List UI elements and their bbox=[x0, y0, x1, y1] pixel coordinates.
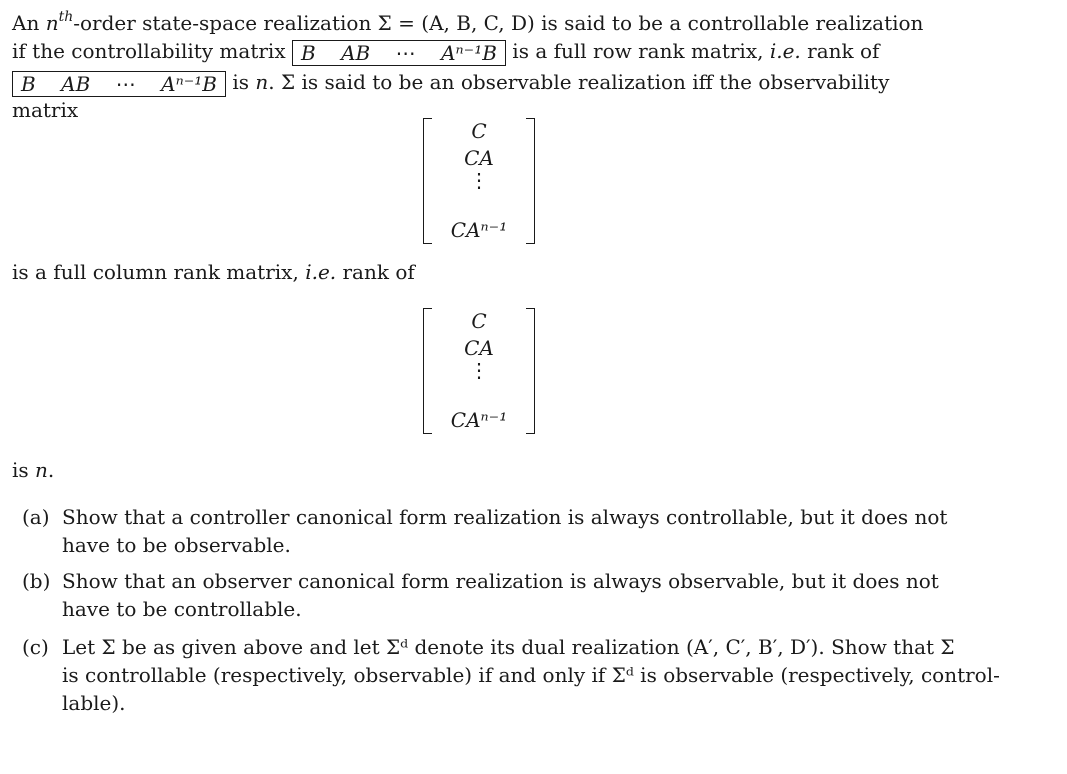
matrix-row: CA bbox=[464, 336, 494, 360]
para-line-1: An $n^{th}$-order state-space realization Σ = (A, B, C, D) is said to be a controllable realization bbox=[12, 9, 924, 35]
controllability-matrix-inline: B AB ⋯ Aⁿ⁻¹B bbox=[292, 40, 506, 66]
observability-matrix-1 bbox=[423, 118, 535, 244]
item-label: (b) bbox=[22, 569, 51, 593]
para-line-4: matrix bbox=[12, 98, 79, 122]
item-label: (c) bbox=[22, 635, 49, 659]
matrix-row: C bbox=[471, 309, 487, 333]
observability-matrix-2 bbox=[423, 308, 535, 434]
para-line-3: B AB ⋯ Aⁿ⁻¹B is n. Σ is said to be an observable realization iff the observability bbox=[12, 68, 889, 96]
math-n: n bbox=[45, 11, 59, 35]
para-line-2: if the controllability matrix B AB ⋯ Aⁿ⁻¹B is a full row rank matrix, i.e. rank of bbox=[12, 39, 880, 65]
controllability-matrix-inline-2: B AB ⋯ Aⁿ⁻¹B bbox=[12, 71, 226, 97]
matrix-row: CAⁿ⁻¹ bbox=[450, 408, 508, 432]
matrix-row: CA bbox=[464, 146, 494, 170]
matrix-vdots: ⋮ bbox=[469, 168, 489, 192]
matrix-vdots: ⋮ bbox=[469, 358, 489, 382]
matrix-row: C bbox=[471, 119, 487, 143]
item-label: (a) bbox=[22, 505, 50, 529]
math-th-superscript: th bbox=[58, 9, 74, 25]
matrix-row: CAⁿ⁻¹ bbox=[450, 218, 508, 242]
mid-line: is a full column rank matrix, i.e. rank of bbox=[12, 260, 415, 284]
end-line: is n. bbox=[12, 458, 55, 482]
document-page: An $n^{th}$-order state-space realization Σ = (A, B, C, D) is said to be a controllable realization if the controllability matrix B AB ⋯ Aⁿ⁻¹B is a full row rank matrix, i.e. rank of B AB ⋯ Aⁿ⁻¹B is n. Σ is said to be an observable realization iff the observability matrix C CA ⋮ CAⁿ⁻¹ is a full column rank matrix, i.e. rank of C CA ⋮ CAⁿ⁻¹ is n. (a) Show that a controller canonical form realization is always controllable, but it does not have to be observable. (b) Show that an observer canonical form realization is always observable, but it does not have to be controllable. (c) Let Σ be as given above and let Σᵈ denote its dual realization (A′, C′, B′, D′). Show that Σ is controllable (respectively, observable) if and only if Σᵈ is observable (respectively, control- lable). bbox=[12, 9, 1000, 715]
